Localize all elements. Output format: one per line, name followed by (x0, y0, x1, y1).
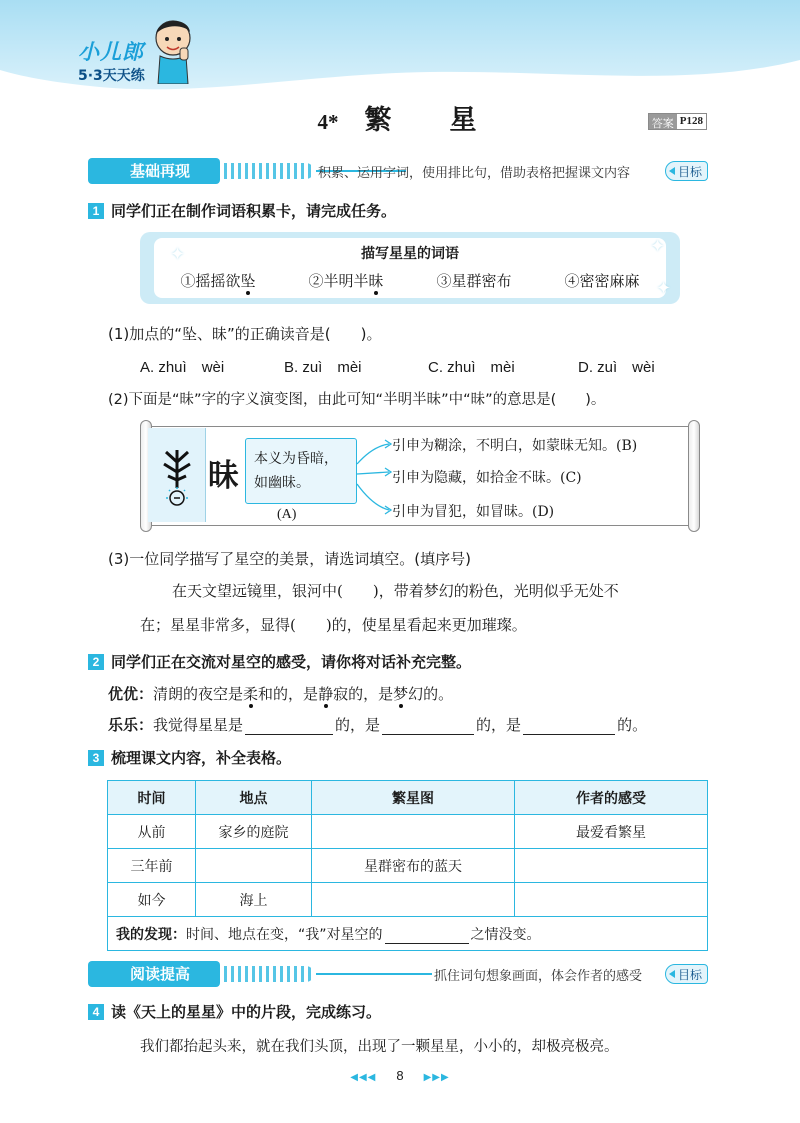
dotted-char: 昧 (368, 272, 384, 290)
col-place: 地点 (196, 781, 312, 815)
dialogue-youyou: 优优：清朗的夜空是柔和的，是静寂的，是梦幻的。 (108, 685, 454, 703)
extension-d: 引申为冒犯，如冒昧。(D) (392, 504, 555, 520)
dotted-char: 梦 (393, 685, 409, 703)
meaning-line-1: 本义为昏暗， (254, 451, 338, 467)
col-feeling: 作者的感受 (515, 781, 708, 815)
series-name: 5·3天天练 (78, 68, 145, 84)
brand-name: 小儿郎 (78, 40, 144, 64)
meaning-line-2: 如幽昧。 (254, 475, 310, 491)
discovery-label: 我的发现： (116, 926, 186, 943)
section-bar-reading (88, 961, 708, 987)
vocab-word: ③星群密布 (436, 272, 512, 290)
answer-reference (648, 113, 707, 130)
vocab-word-list (154, 270, 666, 291)
title-char-1: 繁 (364, 105, 398, 136)
reading-passage: 我们都抬起头来，就在我们头顶，出现了一颗星星，小小的，却极亮极亮。 (140, 1039, 619, 1055)
discovery-cell: 我的发现：时间、地点在变，“我”对星空的 之情没变。 (108, 917, 708, 951)
sparkle-icon: ✦ (170, 244, 186, 265)
answer-blank[interactable] (523, 716, 615, 735)
section-bar-basics (88, 158, 708, 184)
question-prompt: 同学们正在制作词语积累卡，请完成任务。 (111, 202, 397, 220)
question-prompt: 同学们正在交流对星空的感受，请你将对话补充完整。 (111, 653, 472, 671)
q1-fill-line-2: 在；星星非常多，显得( )的，使星星看起来更加璀璨。 (140, 616, 527, 634)
section-stripes (224, 966, 314, 982)
section-goal-text: 抓住词句想象画面，体会作者的感受 (434, 969, 643, 984)
right-arrows-icon: ▶▶▶ (423, 1072, 450, 1083)
summary-table (107, 780, 708, 951)
question-number: 3 (88, 750, 104, 766)
option-b[interactable]: B. zuì mèi (284, 359, 362, 376)
speaker-lele: 乐乐： (108, 716, 154, 734)
discovery-row (108, 917, 708, 951)
question-number: 1 (88, 203, 104, 219)
q1-sub3: (3)一位同学描写了星空的美景，请选词填空。(填序号) (108, 550, 471, 568)
option-d[interactable]: D. zuì wèi (578, 359, 655, 376)
table-cell-blank[interactable] (196, 849, 312, 883)
option-a[interactable]: A. zhuì wèi (140, 359, 225, 376)
char-mei: 昧 (208, 458, 239, 494)
col-time: 时间 (108, 781, 196, 815)
dotted-char: 坠 (240, 272, 256, 290)
sparkle-icon: ✦ (650, 236, 666, 257)
q1-sub1: (1)加点的“坠、昧”的正确读音是( )。 (108, 325, 382, 343)
q1-fill-line-1: 在天文望远镜里，银河中( )，带着梦幻的粉色，光明似乎无处不 (172, 582, 619, 600)
sparkle-icon: ✦ (656, 278, 672, 299)
mascot-boy-icon (150, 12, 196, 84)
question-number: 2 (88, 654, 104, 670)
table-cell: 星群密布的蓝天 (312, 849, 515, 883)
answer-page: P128 (677, 114, 706, 129)
question-prompt: 梳理课文内容，补全表格。 (111, 749, 292, 767)
extension-b: 引申为糊涂，不明白，如蒙昧无知。(B) (392, 438, 638, 454)
ancient-glyph-box (148, 428, 206, 522)
answer-blank[interactable] (245, 716, 333, 735)
question-2-heading (88, 651, 471, 672)
section-tag: 基础再现 (88, 158, 220, 184)
dialogue-lele: 乐乐：我觉得星星是 的，是 的，是 的。 (108, 716, 648, 734)
meaning-label-a: (A) (277, 507, 297, 522)
section-tag: 阅读提高 (88, 961, 220, 987)
goal-tag: 目标 (665, 161, 708, 181)
table-row (108, 883, 708, 917)
vocab-card-title: 描写星星的词语 (361, 246, 459, 262)
tree-sun-glyph-icon (148, 428, 206, 522)
table-row (108, 849, 708, 883)
original-meaning-box (245, 438, 357, 504)
table-cell-blank[interactable] (515, 883, 708, 917)
section-line (316, 973, 432, 975)
table-row (108, 815, 708, 849)
lesson-number: 4* (317, 110, 339, 134)
table-cell-blank[interactable] (312, 815, 515, 849)
table-cell: 三年前 (108, 849, 196, 883)
section-goal-text: 积累、运用字词，使用排比句，借助表格把握课文内容 (318, 166, 631, 181)
brand-logo (78, 36, 145, 85)
table-cell: 从前 (108, 815, 196, 849)
goal-tag: 目标 (665, 964, 708, 984)
answer-label: 答案 (649, 114, 677, 129)
section-stripes (224, 163, 314, 179)
q1-sub2: (2)下面是“昧”字的字义演变图，由此可知“半明半昧”中“昧”的意思是( )。 (108, 392, 606, 408)
vocab-word: ①摇摇欲坠 (180, 272, 256, 290)
page-footer (0, 1068, 800, 1083)
table-cell: 最爱看繁星 (515, 815, 708, 849)
scroll-roller-right (688, 420, 700, 532)
col-starscape: 繁星图 (312, 781, 515, 815)
table-header-row (108, 781, 708, 815)
vocab-word: ④密密麻麻 (564, 272, 640, 290)
vocab-word: ②半明半昧 (308, 272, 384, 290)
question-4-heading (88, 1001, 381, 1022)
answer-blank[interactable] (385, 927, 469, 944)
speaker-youyou: 优优： (108, 685, 154, 703)
table-cell: 如今 (108, 883, 196, 917)
answer-blank[interactable] (382, 716, 474, 735)
table-cell-blank[interactable] (515, 849, 708, 883)
option-c[interactable]: C. zhuì mèi (428, 359, 515, 376)
branch-arrows-icon (355, 436, 395, 520)
table-cell-blank[interactable] (312, 883, 515, 917)
dotted-char: 柔 (243, 685, 259, 703)
table-cell: 海上 (196, 883, 312, 917)
left-arrows-icon: ◀◀◀ (350, 1072, 377, 1083)
question-3-heading (88, 747, 291, 768)
question-prompt: 读《天上的星星》中的片段，完成练习。 (111, 1003, 382, 1021)
extension-c: 引申为隐藏，如拾金不昧。(C) (392, 470, 582, 486)
table-cell: 家乡的庭院 (196, 815, 312, 849)
dotted-char: 静 (318, 685, 334, 703)
question-1-heading (88, 200, 396, 221)
question-number: 4 (88, 1004, 104, 1020)
page-number: 8 (396, 1068, 404, 1083)
title-char-2: 星 (449, 105, 483, 136)
